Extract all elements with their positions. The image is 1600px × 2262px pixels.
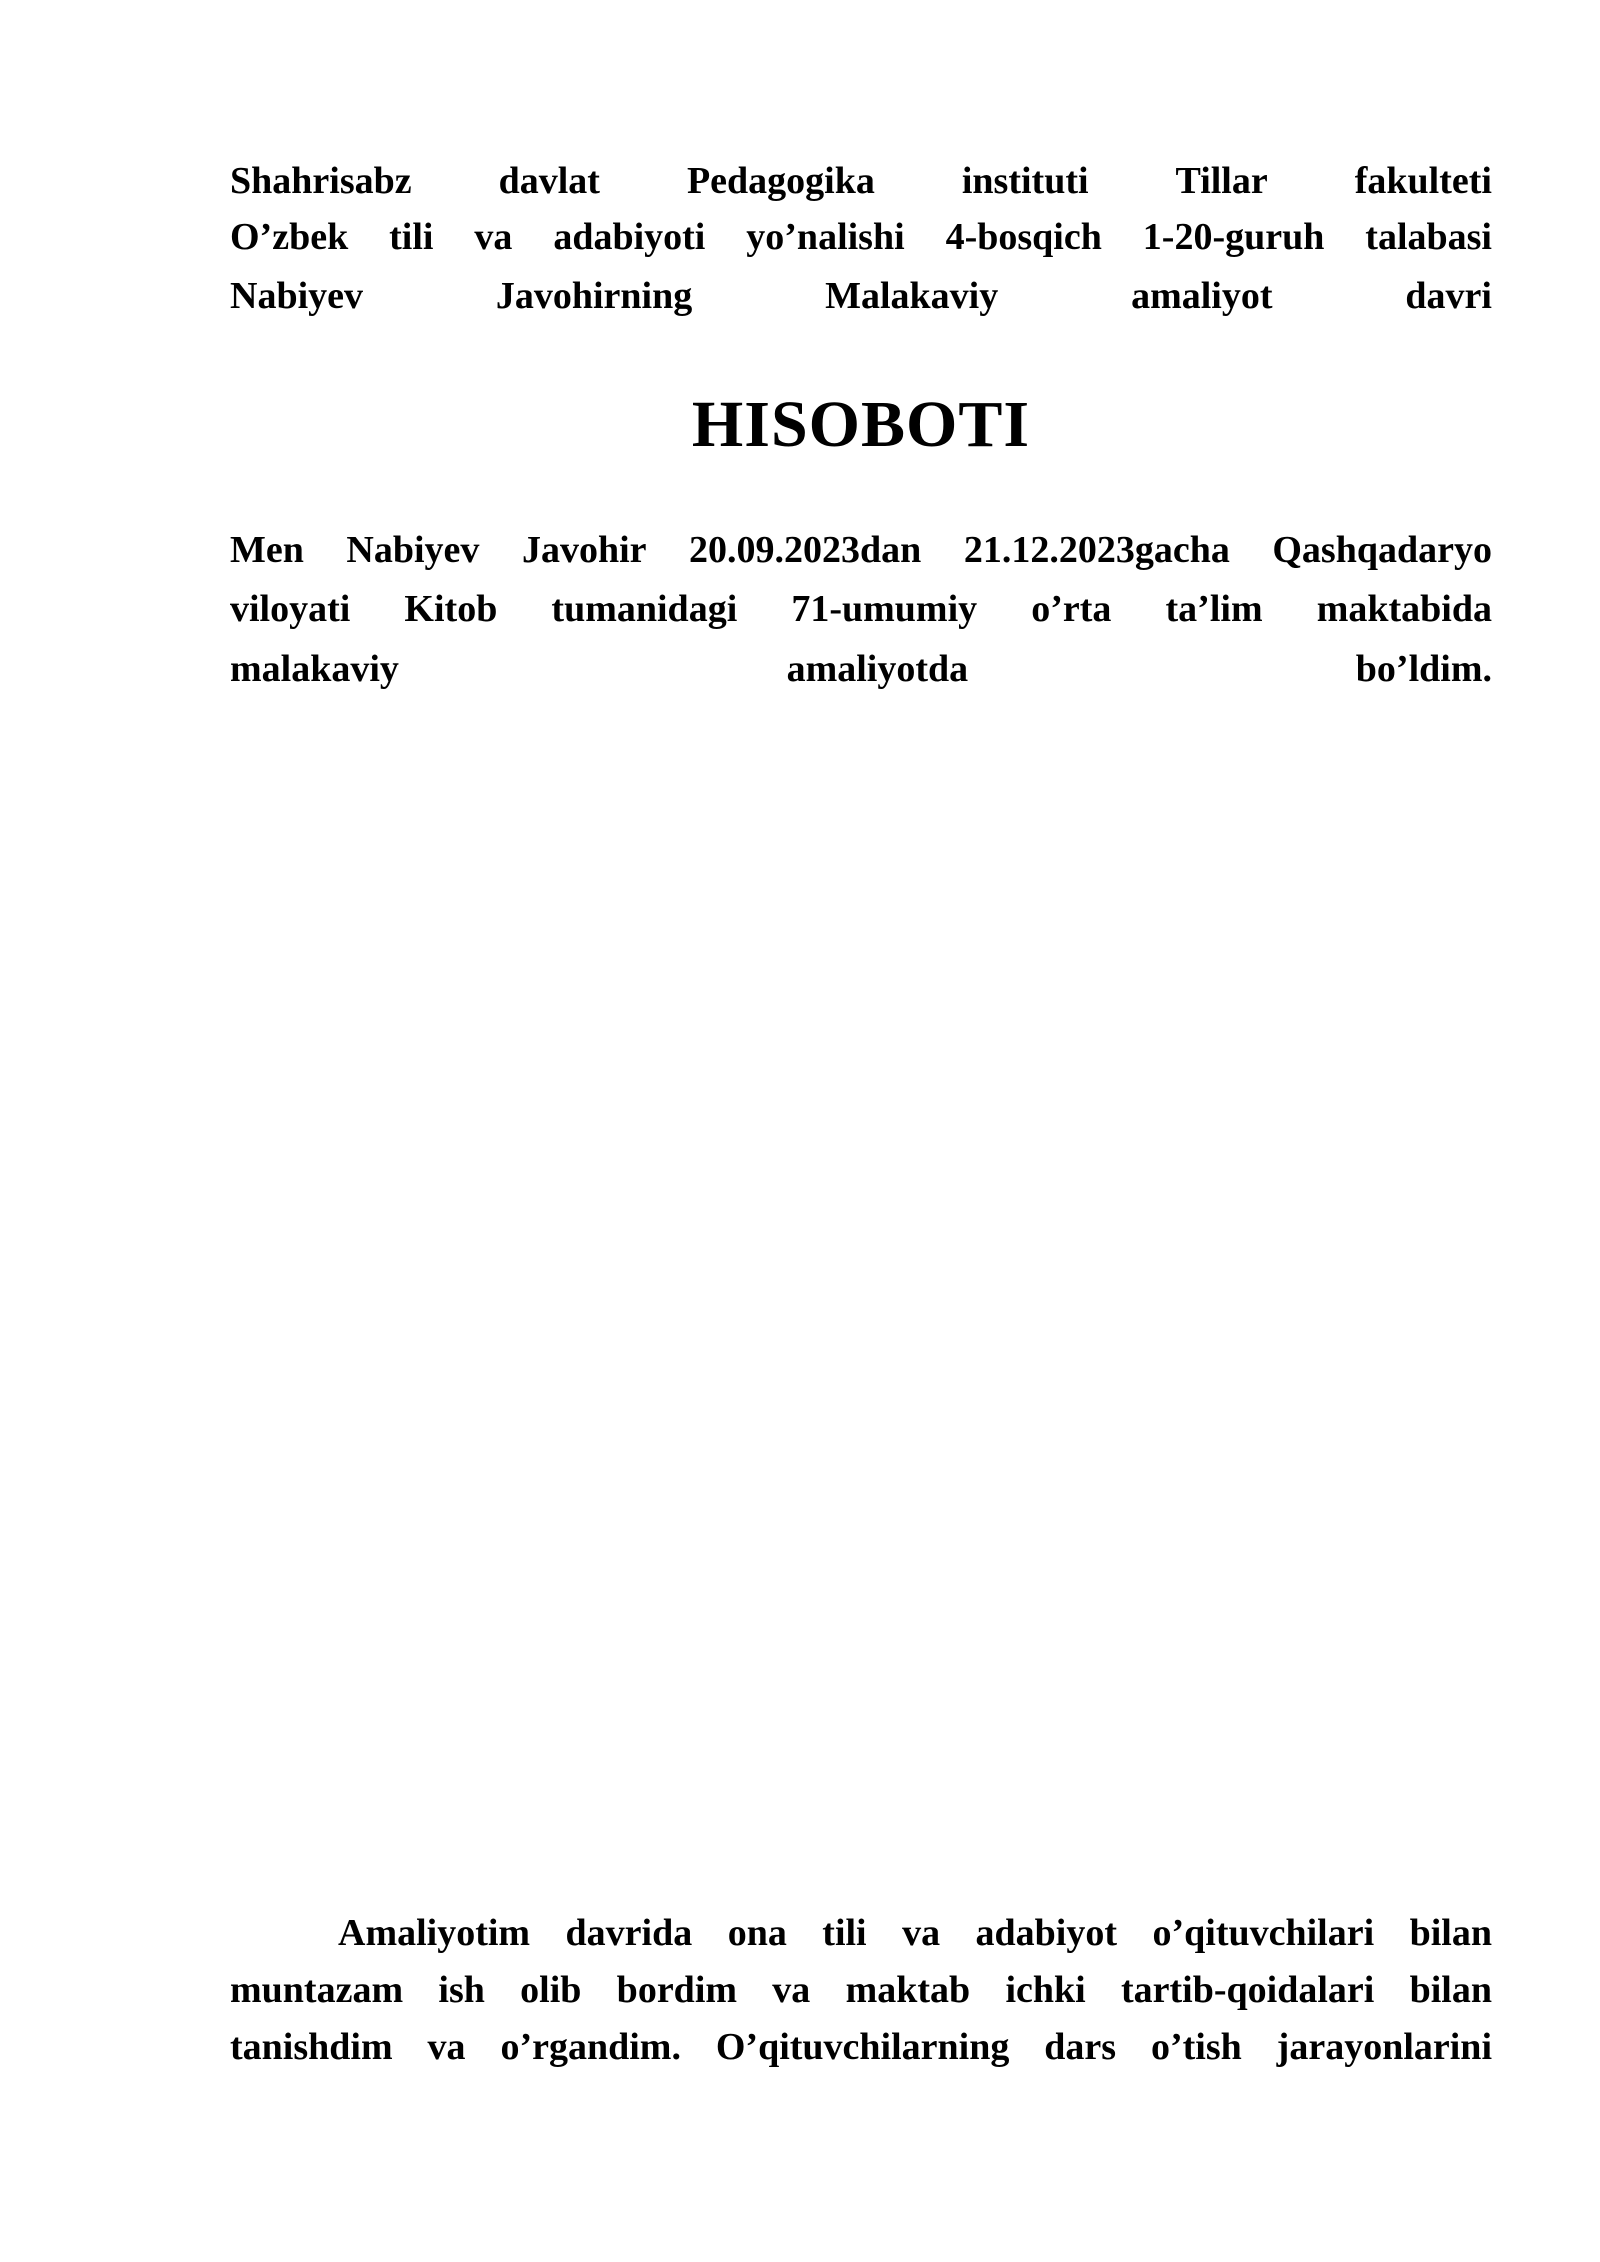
header-word: O’zbek bbox=[230, 216, 349, 258]
header-word: yo’nalishi bbox=[746, 216, 905, 258]
intro-word: malakaviy bbox=[230, 648, 399, 690]
intro-word: tumanidagi bbox=[551, 588, 738, 630]
header-word: 1-20-guruh bbox=[1142, 216, 1325, 258]
header-word: talabasi bbox=[1365, 216, 1492, 258]
intro-word: Javohir bbox=[521, 529, 647, 571]
intro-word: 20.09.2023dan bbox=[689, 529, 922, 571]
body-line-2: muntazam ish olib bordim va maktab ichki tartib-qoidalari bilan bbox=[230, 1969, 1492, 2011]
intro-word: ta’lim bbox=[1165, 588, 1263, 630]
header-word: davri bbox=[1405, 275, 1492, 317]
intro-word: bo’ldim. bbox=[1355, 648, 1492, 690]
document-title: HISOBOTI bbox=[691, 388, 1031, 461]
header-word: tili bbox=[389, 216, 434, 258]
header-word: va bbox=[474, 216, 513, 258]
header-line-3 bbox=[230, 270, 1492, 322]
header-line-2 bbox=[230, 211, 1492, 263]
header-word: amaliyot bbox=[1131, 275, 1273, 317]
intro-line-2 bbox=[230, 583, 1492, 635]
header-word: Nabiyev bbox=[230, 275, 363, 317]
body-line-1: Amaliyotim davrida ona tili va adabiyot o’qituvchilari bilan bbox=[338, 1912, 1492, 1954]
intro-word: Kitob bbox=[404, 588, 498, 630]
header-word: instituti bbox=[961, 160, 1089, 202]
intro-word: maktabida bbox=[1316, 588, 1492, 630]
header-word: Malakaviy bbox=[825, 275, 999, 317]
header-word: fakulteti bbox=[1354, 160, 1492, 202]
body-paragraph bbox=[230, 1905, 1492, 2076]
intro-word: o’rta bbox=[1031, 588, 1112, 630]
header-word: Shahrisabz bbox=[230, 160, 412, 202]
intro-word: Nabiyev bbox=[346, 529, 480, 571]
header-word: Pedagogika bbox=[686, 160, 875, 202]
header-word: Tillar bbox=[1175, 160, 1268, 202]
intro-word: 71-umumiy bbox=[791, 588, 978, 630]
header-word: Javohirning bbox=[495, 275, 693, 317]
intro-word: Men bbox=[230, 529, 304, 571]
intro-line-3 bbox=[230, 643, 1492, 695]
header-word: 4-bosqich bbox=[945, 216, 1102, 258]
header-word: davlat bbox=[498, 160, 600, 202]
body-line-3: tanishdim va o’rgandim. O’qituvchilarning dars o’tish jarayonlarini bbox=[230, 2026, 1492, 2068]
intro-word: 21.12.2023gacha bbox=[963, 529, 1230, 571]
intro-line-1 bbox=[230, 524, 1492, 576]
intro-word: viloyati bbox=[230, 588, 351, 630]
intro-word: amaliyotda bbox=[786, 648, 969, 690]
header-line-1 bbox=[230, 155, 1492, 207]
intro-word: Qashqadaryo bbox=[1272, 529, 1492, 571]
header-word: adabiyoti bbox=[553, 216, 706, 258]
